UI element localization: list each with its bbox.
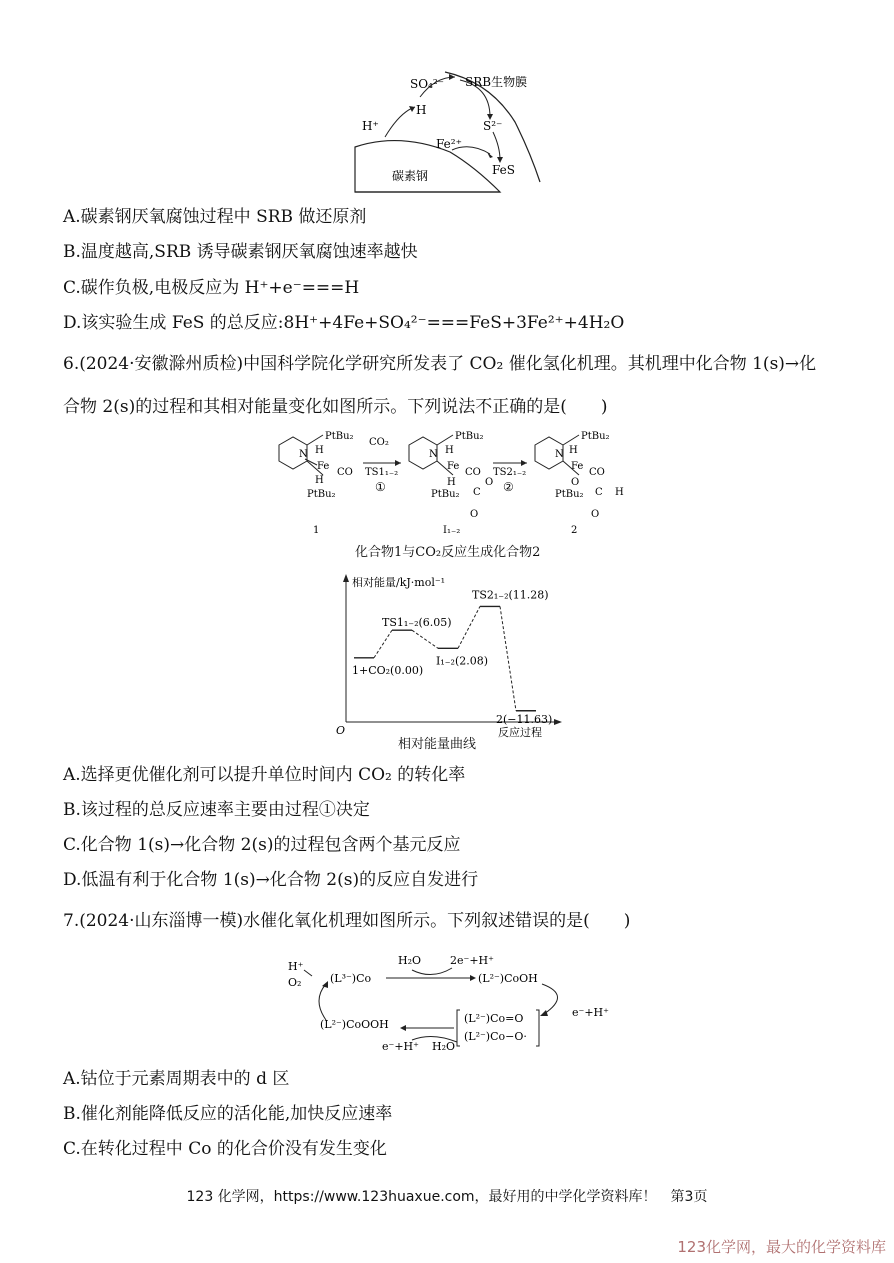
ci-n: N	[429, 449, 438, 460]
q7-option-b: B.催化剂能降低反应的活化能,加快反应速率	[63, 1104, 393, 1124]
c2-ptbu2-bottom: PtBu₂	[555, 489, 584, 500]
energy-connector-4	[500, 606, 516, 710]
q6-option-c: C.化合物 1(s)→化合物 2(s)的过程包含两个基元反应	[63, 835, 461, 855]
energy-connector-2	[412, 630, 438, 648]
fig5-fes: FeS	[492, 163, 515, 177]
energy-connector-1	[374, 630, 392, 658]
fig7-e-top: 2e⁻+H⁺	[450, 954, 494, 967]
srb-corrosion-figure	[340, 62, 560, 197]
arrow1-co2: CO₂	[369, 437, 389, 448]
fig7-l2cooh: (L²⁻)CoOH	[478, 972, 538, 985]
intermediate-structure	[409, 431, 493, 536]
compound-1-structure	[279, 431, 354, 536]
c2-co: CO	[589, 467, 605, 478]
c2-fe: Fe	[571, 461, 584, 472]
fig5-hplus: H⁺	[362, 119, 379, 133]
q6-stem-line2: 合物 2(s)的过程和其相对能量变化如图所示。下列说法不正确的是( )	[63, 397, 608, 417]
c1-h-bottom: H	[315, 475, 324, 486]
fig5-s2: S²⁻	[483, 119, 503, 133]
fig7-h2o-bottom: H₂O	[432, 1040, 456, 1053]
q5-option-a: A.碳素钢厌氧腐蚀过程中 SRB 做还原剂	[63, 207, 367, 227]
ci-label: I₁₋₂	[443, 525, 461, 536]
energy-label-0: 1+CO₂(0.00)	[352, 663, 424, 677]
water-oxidation-cycle-figure	[282, 950, 622, 1060]
q6-option-a: A.选择更优催化剂可以提升单位时间内 CO₂ 的转化率	[63, 765, 466, 785]
page-footer: 123 化学网，https://www.123huaxue.com，最好用的中学化学资料库！ 第3页	[186, 1189, 708, 1205]
c1-ptbu2-bottom: PtBu₂	[307, 489, 336, 500]
c2-label: 2	[571, 525, 578, 536]
ci-fe: Fe	[447, 461, 460, 472]
energy-profile-chart	[330, 572, 570, 747]
ci-h2: H	[447, 477, 456, 488]
c1-label: 1	[313, 525, 320, 536]
energy-connector-3	[458, 606, 480, 648]
c1-h-top: H	[315, 445, 324, 456]
fig5-so4: SO₄²⁻	[410, 77, 445, 91]
fig5-fe2: Fe²⁺	[436, 137, 462, 151]
fig7-hplus: H⁺	[288, 960, 304, 973]
ci-ptbu2-top: PtBu₂	[455, 431, 484, 442]
c2-ptbu2-top: PtBu₂	[581, 431, 610, 442]
c1-n: N	[299, 449, 308, 460]
energy-label-1: TS1₁₋₂(6.05)	[382, 616, 452, 630]
q5-option-c: C.碳作负极,电极反应为 H⁺+e⁻===H	[63, 278, 360, 298]
q6-stem-line1: 6.(2024·安徽滁州质检)中国科学院化学研究所发表了 CO₂ 催化氢化机理。其机理中化合物 1(s)→化	[63, 354, 817, 374]
ci-c: C	[473, 487, 481, 498]
c2-o-bottom: O	[591, 509, 600, 520]
c2-h-right: H	[615, 487, 624, 498]
q6-option-b: B.该过程的总反应速率主要由过程①决定	[63, 800, 370, 820]
c1-ptbu2-top: PtBu₂	[325, 431, 354, 442]
fig7-l2cooh2: (L²⁻)CoOOH	[320, 1018, 389, 1031]
structure-caption: 化合物1与CO₂反应生成化合物2	[355, 545, 541, 560]
q5-option-b: B.温度越高,SRB 诱导碳素钢厌氧腐蚀速率越快	[63, 242, 418, 262]
c2-c: C	[595, 487, 603, 498]
c2-o: O	[571, 477, 580, 488]
ci-h: H	[445, 445, 454, 456]
watermark: 123化学网，最大的化学资料库	[677, 1238, 886, 1256]
ci-o-bottom: O	[470, 509, 479, 520]
chart-title: 相对能量曲线	[398, 737, 477, 752]
chart-xlabel: 反应过程	[498, 726, 542, 739]
q7-option-c: C.在转化过程中 Co 的化合价没有发生变化	[63, 1139, 387, 1159]
energy-label-4: 2(−11.63)	[496, 712, 553, 726]
fig7-l2coo: (L²⁻)Co=O	[464, 1012, 524, 1025]
ci-co: CO	[465, 467, 481, 478]
c2-h: H	[569, 445, 578, 456]
fig5-steel: 碳素钢	[392, 169, 429, 183]
fig5-h: H	[416, 103, 427, 117]
ci-ptbu2-bottom: PtBu₂	[431, 489, 460, 500]
energy-label-2: I₁₋₂(2.08)	[436, 654, 489, 668]
arrow1-ts1: TS1₁₋₂	[365, 467, 399, 478]
c1-co: CO	[337, 467, 353, 478]
c2-n: N	[555, 449, 564, 460]
fig7-e-bottom: e⁻+H⁺	[382, 1040, 419, 1053]
fig7-l2coorad: (L²⁻)Co−O·	[464, 1030, 527, 1043]
fe-complex-reaction-figure	[265, 425, 635, 555]
compound-2-structure	[535, 431, 624, 536]
fig7-e-right: e⁻+H⁺	[572, 1006, 609, 1019]
fig7-h2o-top: H₂O	[398, 954, 422, 967]
arrow2-step: ②	[503, 480, 514, 494]
fig7-l3co: (L³⁻)Co	[330, 972, 372, 985]
c1-fe: Fe	[317, 461, 330, 472]
fig5-srb: SRB生物膜	[465, 75, 528, 89]
chart-origin: O	[336, 724, 346, 737]
ci-o-right: O	[485, 477, 494, 488]
chart-ylabel: 相对能量/kJ·mol⁻¹	[352, 576, 446, 589]
arrow1-step: ①	[375, 480, 386, 494]
q7-option-a: A.钴位于元素周期表中的 d 区	[63, 1069, 290, 1089]
fig7-o2: O₂	[288, 976, 302, 989]
energy-label-3: TS2₁₋₂(11.28)	[472, 588, 549, 602]
q6-option-d: D.低温有利于化合物 1(s)→化合物 2(s)的反应自发进行	[63, 870, 479, 890]
q5-option-d: D.该实验生成 FeS 的总反应:8H⁺+4Fe+SO₄²⁻===FeS+3Fe²⁺+4H₂O	[63, 313, 625, 333]
q7-stem: 7.(2024·山东淄博一模)水催化氧化机理如图所示。下列叙述错误的是( )	[63, 911, 631, 931]
arrow2-ts2: TS2₁₋₂	[493, 467, 527, 478]
